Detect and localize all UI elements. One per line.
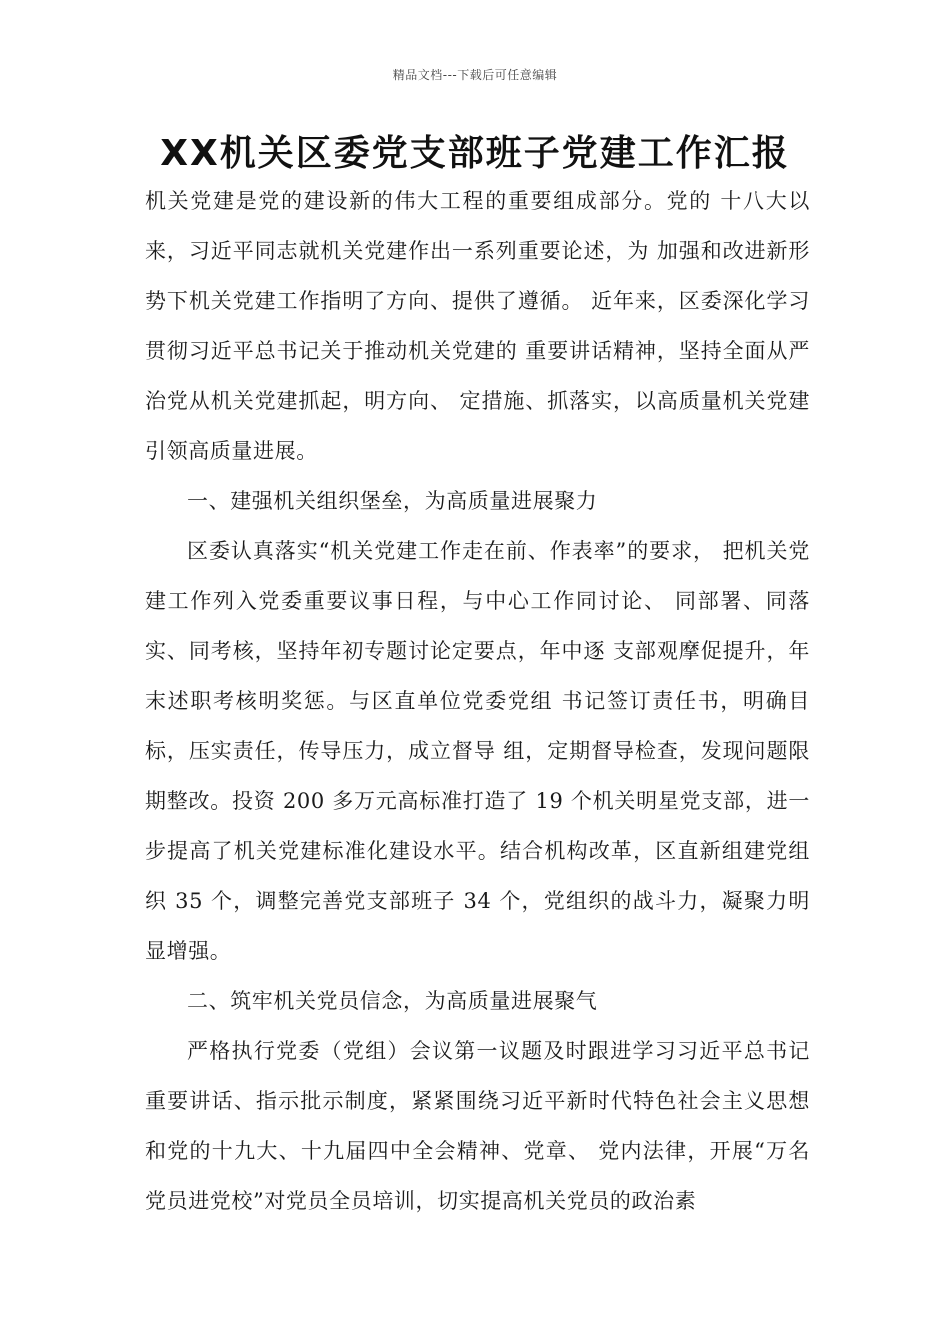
paragraph-section-1: 区委认真落实“机关党建工作走在前、作表率”的要求， 把机关党建工作列入党委重要议事日程，与中心工作同讨论、 同部署、同落实、同考核，坚持年初专题讨论定要点，年中逐 支部观摩促提升，年末述职考核明奖惩。与区直单位党委党组 书记签订责任书，明确目标，压实责任，传导压力，成立督导 组，定期督导检查，发现问题限期整改。投资 200 多万元高标准打造了 19 个机关明星党支部，进一步提高了机关党建标准化建设水平。结合机构改革，区直新组建党组织 35 个，调整完善党支部班子 34 个，党组织的战斗力，凝聚力明显增强。 bbox=[145, 539, 810, 963]
document-title: XX机关区委党支部班子党建工作汇报 bbox=[160, 133, 790, 174]
section-heading-1: 一、建强机关组织堡垒，为高质量进展聚力 bbox=[187, 489, 598, 513]
paragraph-intro: 机关党建是党的建设新的伟大工程的重要组成部分。党的 十八大以来，习近平同志就机关党建作出一系列重要论述，为 加强和改进新形势下机关党建工作指明了方向、提供了遵循。 近年来，区委深化学习贯彻习近平总书记关于推动机关党建的 重要讲话精神，坚持全面从严治党从机关党建抓起，明方向、 定措施、抓落实，以高质量机关党建引领高质量进展。 bbox=[145, 189, 810, 463]
header-note: 精品文档---下载后可任意编辑 bbox=[392, 68, 558, 82]
document-body bbox=[145, 176, 810, 1226]
paragraph-section-2: 严格执行党委（党组）会议第一议题及时跟进学习习近平总书记重要讲话、指示批示制度，紧紧围绕习近平新时代特色社会主义思想和党的十九大、十九届四中全会精神、党章、 党内法律，开展“万名党员进党校”对党员全员培训，切实提高机关党员的政治素 bbox=[145, 1039, 810, 1213]
section-heading-2: 二、筑牢机关党员信念，为高质量进展聚气 bbox=[187, 989, 598, 1013]
